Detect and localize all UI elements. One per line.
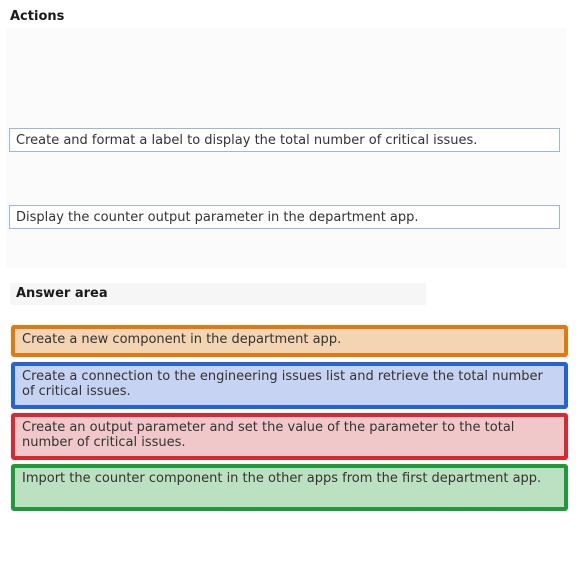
actions-heading: Actions bbox=[10, 9, 65, 24]
action-item-display-counter[interactable]: Display the counter output parameter in the department app. bbox=[9, 205, 560, 229]
answer-item-import-component[interactable]: Import the counter component in the other apps from the first department app. bbox=[11, 464, 568, 511]
answer-item-create-component[interactable]: Create a new component in the department app. bbox=[11, 325, 568, 357]
answer-item-create-output-parameter[interactable]: Create an output parameter and set the value of the parameter to the total number of critical issues. bbox=[11, 413, 568, 460]
answer-area-heading: Answer area bbox=[16, 286, 108, 301]
answer-item-create-connection[interactable]: Create a connection to the engineering issues list and retrieve the total number of critical issues. bbox=[11, 362, 568, 409]
action-item-format-label[interactable]: Create and format a label to display the total number of critical issues. bbox=[9, 128, 560, 152]
